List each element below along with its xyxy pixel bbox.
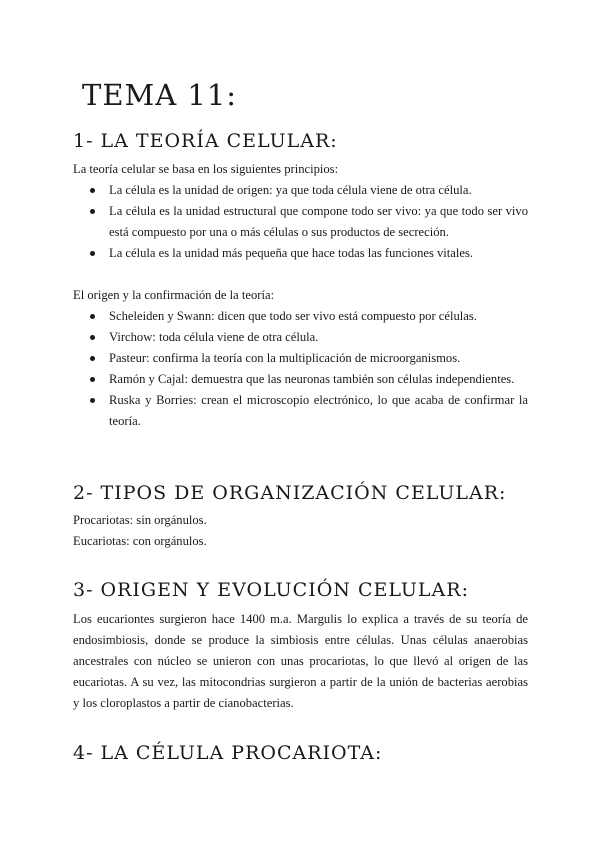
section-4-heading: 4- LA CÉLULA PROCARIOTA: [73,742,383,764]
section-1-heading: 1- LA TEORÍA CELULAR: [73,130,338,152]
list-item: Ruska y Borries: crean el microscopio electrónico, lo que acaba de confirmar la teoría. [109,390,528,432]
section-1-body [73,159,528,264]
origin-block [73,285,528,432]
section-3-paragraph: Los eucariontes surgieron hace 1400 m.a. Margulis lo explica a través de su teoría de endosimbiosis, donde se produce la simbiosis entre células. Unas células anaerobias ancestrales con núcleo se unieron con unas procariotas, lo que llevó al origen de las eucariotas. A su vez, las mitocondrias surgieron a partir de la unión de bacterias aerobias y los cloroplastos a partir de cianobacterias. [73,612,528,710]
list-item: Scheleiden y Swann: dicen que todo ser vivo está compuesto por células. [109,306,528,327]
list-item: La célula es la unidad de origen: ya que toda célula viene de otra célula. [109,180,528,201]
section-1-intro: La teoría celular se basa en los siguientes principios: [73,162,339,176]
section-3-body [73,609,528,714]
origin-intro: El origen y la confirmación de la teoría: [73,288,275,302]
section-2-line: Eucariotas: con orgánulos. [73,534,207,548]
section-2-line: Procariotas: sin orgánulos. [73,513,207,527]
section-3-heading: 3- ORIGEN Y EVOLUCIÓN CELULAR: [73,579,469,601]
principles-list [73,180,528,264]
page-title: TEMA 11: [82,78,238,112]
list-item: La célula es la unidad más pequeña que hace todas las funciones vitales. [109,243,528,264]
list-item: La célula es la unidad estructural que compone todo ser vivo: ya que todo ser vivo está compuesto por una o más células o sus productos de secreción. [109,201,528,243]
section-2-heading: 2- TIPOS DE ORGANIZACIÓN CELULAR: [73,482,507,504]
list-item: Pasteur: confirma la teoría con la multiplicación de microorganismos. [109,348,528,369]
origin-list [73,306,528,432]
section-2-body [73,510,528,552]
list-item: Virchow: toda célula viene de otra célula. [109,327,528,348]
list-item: Ramón y Cajal: demuestra que las neuronas también son células independientes. [109,369,528,390]
